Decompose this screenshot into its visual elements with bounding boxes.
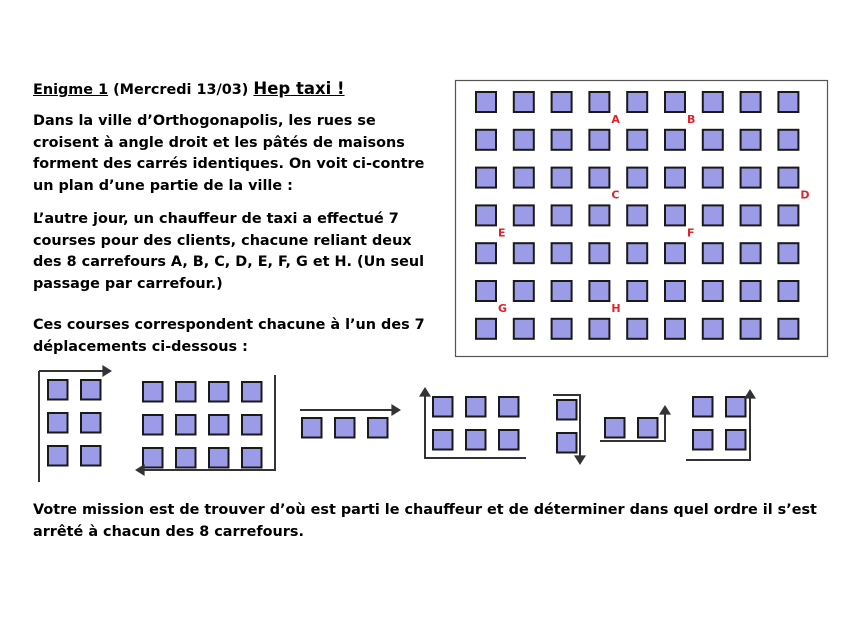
move-block: [81, 413, 101, 433]
intersection-label-h: H: [611, 302, 621, 315]
move-block: [242, 415, 262, 435]
move-block: [176, 382, 196, 402]
move-block: [693, 397, 713, 417]
move-block: [302, 418, 322, 438]
move-block: [209, 415, 229, 435]
move-block: [81, 446, 101, 466]
move-block: [209, 382, 229, 402]
enigme-label: Enigme 1: [33, 82, 109, 98]
move-block: [143, 415, 163, 435]
move-block: [242, 448, 262, 468]
move-block: [557, 400, 577, 420]
arrow-head: [391, 404, 401, 416]
move-block: [499, 430, 519, 450]
problem-paragraph: L’autre jour, un chauffeur de taxi a effectué 7 courses pour des clients, chacune reliant deux des 8 carrefours A, B, C, D, E, F, G et H. (Un seul passage par carrefour.): [33, 211, 425, 292]
intersection-label-g: G: [498, 302, 508, 315]
move-block: [176, 448, 196, 468]
move-block: [335, 418, 355, 438]
mission-paragraph: Votre mission est de trouver d’où est parti le chauffeur et de déterminer dans quel ordre il s’est arrêté à chacun des 8 carrefours.: [33, 502, 817, 540]
move-5: [553, 395, 586, 465]
intersection-label-e: E: [498, 226, 506, 240]
intersection-label-f: F: [687, 226, 695, 240]
move-2: [135, 375, 275, 476]
puzzle-title: Hep taxi !: [253, 79, 345, 98]
move-6: [600, 405, 671, 441]
move-block: [605, 418, 625, 438]
move-block: [143, 448, 163, 468]
move-block: [557, 433, 577, 453]
arrow-head: [102, 365, 112, 377]
move-block: [499, 397, 519, 417]
move-block: [48, 380, 68, 400]
move-block: [368, 418, 388, 438]
move-block: [48, 446, 68, 466]
move-block: [726, 397, 746, 417]
move-1: [39, 365, 112, 482]
move-block: [143, 382, 163, 402]
intersection-label-d: D: [800, 188, 810, 202]
arrow-head: [135, 464, 145, 476]
move-block: [209, 448, 229, 468]
date-label: (Mercredi 13/03): [113, 82, 249, 98]
move-block: [433, 397, 453, 417]
arrow-head: [574, 455, 586, 465]
arrow-head: [659, 405, 671, 415]
move-block: [433, 430, 453, 450]
move-block: [466, 430, 486, 450]
move-block: [466, 397, 486, 417]
intersection-label-b: B: [687, 113, 696, 126]
move-4: [419, 387, 526, 458]
move-7: [686, 389, 756, 460]
move-block: [693, 430, 713, 450]
arrow-head: [419, 387, 431, 397]
move-block: [81, 380, 101, 400]
move-3: [300, 404, 401, 438]
move-block: [726, 430, 746, 450]
intersection-label-a: A: [611, 113, 620, 126]
intro-paragraph: Dans la ville d’Orthogonapolis, les rues se croisent à angle droit et les pâtés de maisons forment des carrés identiques. On voit ci-contre un plan d’une partie de la ville :: [33, 113, 425, 194]
move-block: [176, 415, 196, 435]
moves-intro-paragraph: Ces courses correspondent chacune à l’un des 7 déplacements ci-dessous :: [33, 317, 425, 355]
intersection-label-c: C: [611, 188, 620, 202]
move-block: [242, 382, 262, 402]
move-block: [48, 413, 68, 433]
move-block: [638, 418, 658, 438]
arrow-head: [744, 389, 756, 399]
